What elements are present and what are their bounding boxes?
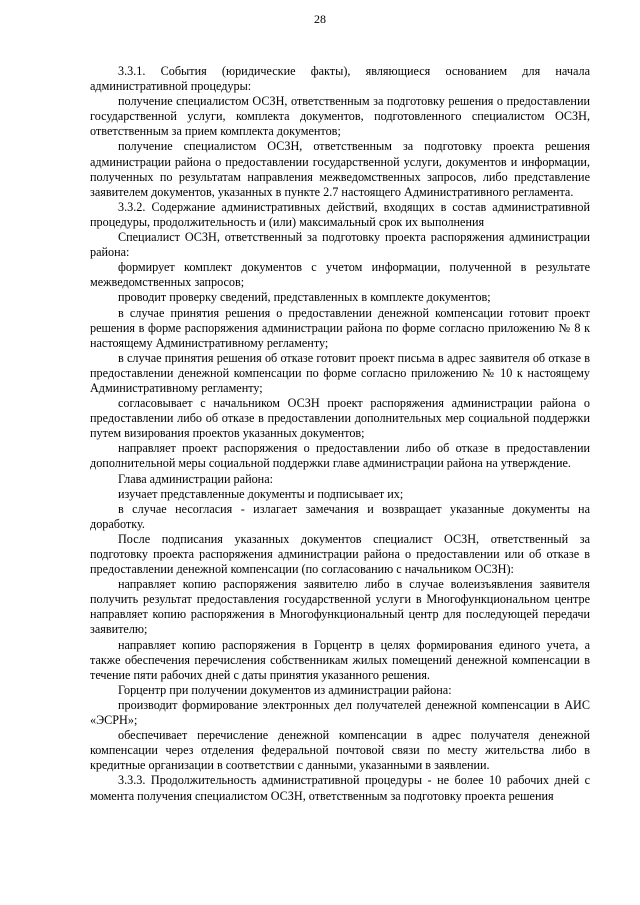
paragraph: получение специалистом ОСЗН, ответственным за подготовку проекта решения администрации района о предоставлении государственной услуги, документов и информации, полученных по результатам направления межведомственных запросов, либо представление заявителем документов, указанных в пункте 2.7 настоящего Административного регламента. [90, 139, 590, 199]
paragraph: 3.3.2. Содержание административных действий, входящих в состав административной процедуры, продолжительность и (или) максимальный срок их выполнения [90, 199, 590, 229]
page-number: 28 [314, 12, 326, 26]
paragraph: в случае принятия решения об отказе готовит проект письма в адрес заявителя об отказе в предоставлении денежной компенсации по форме согласно приложению № 10 к настоящему Административному регламенту; [90, 350, 590, 395]
paragraph: Специалист ОСЗН, ответственный за подготовку проекта распоряжения администрации района: [90, 230, 590, 260]
paragraph: в случае несогласия - излагает замечания и возвращает указанные документы на доработку. [90, 501, 590, 531]
paragraph: направляет проект распоряжения о предоставлении либо об отказе в предоставлении дополнительной меры социальной поддержки главе администрации района на утверждение. [90, 441, 590, 471]
paragraph: направляет копию распоряжения заявителю либо в случае волеизъявления заявителя получить результат предоставления государственной услуги в Многофункциональном центре направляет копию распоряжения в Многофункциональный центр для последующей передачи заявителю; [90, 577, 590, 637]
paragraph: формирует комплект документов с учетом информации, полученной в результате межведомственных запросов; [90, 260, 590, 290]
paragraph: производит формирование электронных дел получателей денежной компенсации в АИС «ЭСРН»; [90, 697, 590, 728]
paragraph: После подписания указанных документов специалист ОСЗН, ответственный за подготовку проекта распоряжения администрации района о предоставлении или об отказе в предоставлении денежной компенсации (по согласованию с начальником ОСЗН): [90, 531, 590, 577]
paragraph: получение специалистом ОСЗН, ответственным за подготовку решения о предоставлении государственной услуги, комплекта документов, подготовленного специалистом ОСЗН, ответственным за прием комплекта документов; [90, 94, 590, 139]
paragraph: 3.3.3. Продолжительность административной процедуры - не более 10 рабочих дней с момента получения специалистом ОСЗН, ответственным за подготовку проекта решения [90, 773, 590, 803]
paragraph: согласовывает с начальником ОСЗН проект распоряжения администрации района о предоставлении либо об отказе в предоставлении дополнительных мер социальной поддержки путем визирования проектов указанных документов; [90, 396, 590, 441]
paragraph: проводит проверку сведений, представленных в комплекте документов; [118, 290, 491, 305]
paragraph: изучает представленные документы и подписывает их; [118, 486, 404, 501]
paragraph: 3.3.1. События (юридические факты), являющиеся основанием для начала административной процедуры: [90, 64, 590, 94]
paragraph: Глава администрации района: [118, 471, 273, 486]
paragraph: обеспечивает перечисление денежной компенсации в адрес получателя денежной компенсации через отделения федеральной почтовой связи по месту жительства либо в кредитные организации в соответствии с данными, указанными в заявлении. [90, 728, 590, 773]
paragraph: Горцентр при получении документов из администрации района: [118, 682, 452, 697]
paragraph: в случае принятия решения о предоставлении денежной компенсации готовит проект решения в форме распоряжения администрации района по форме согласно приложению № 8 к настоящему Административному регламенту; [90, 305, 590, 350]
paragraph: направляет копию распоряжения в Горцентр в целях формирования единого учета, а также обеспечения перечисления собственникам жилых помещений денежной компенсации в течение пяти рабочих дней с даты принятия указанного решения. [90, 637, 590, 682]
document-body [90, 64, 590, 804]
